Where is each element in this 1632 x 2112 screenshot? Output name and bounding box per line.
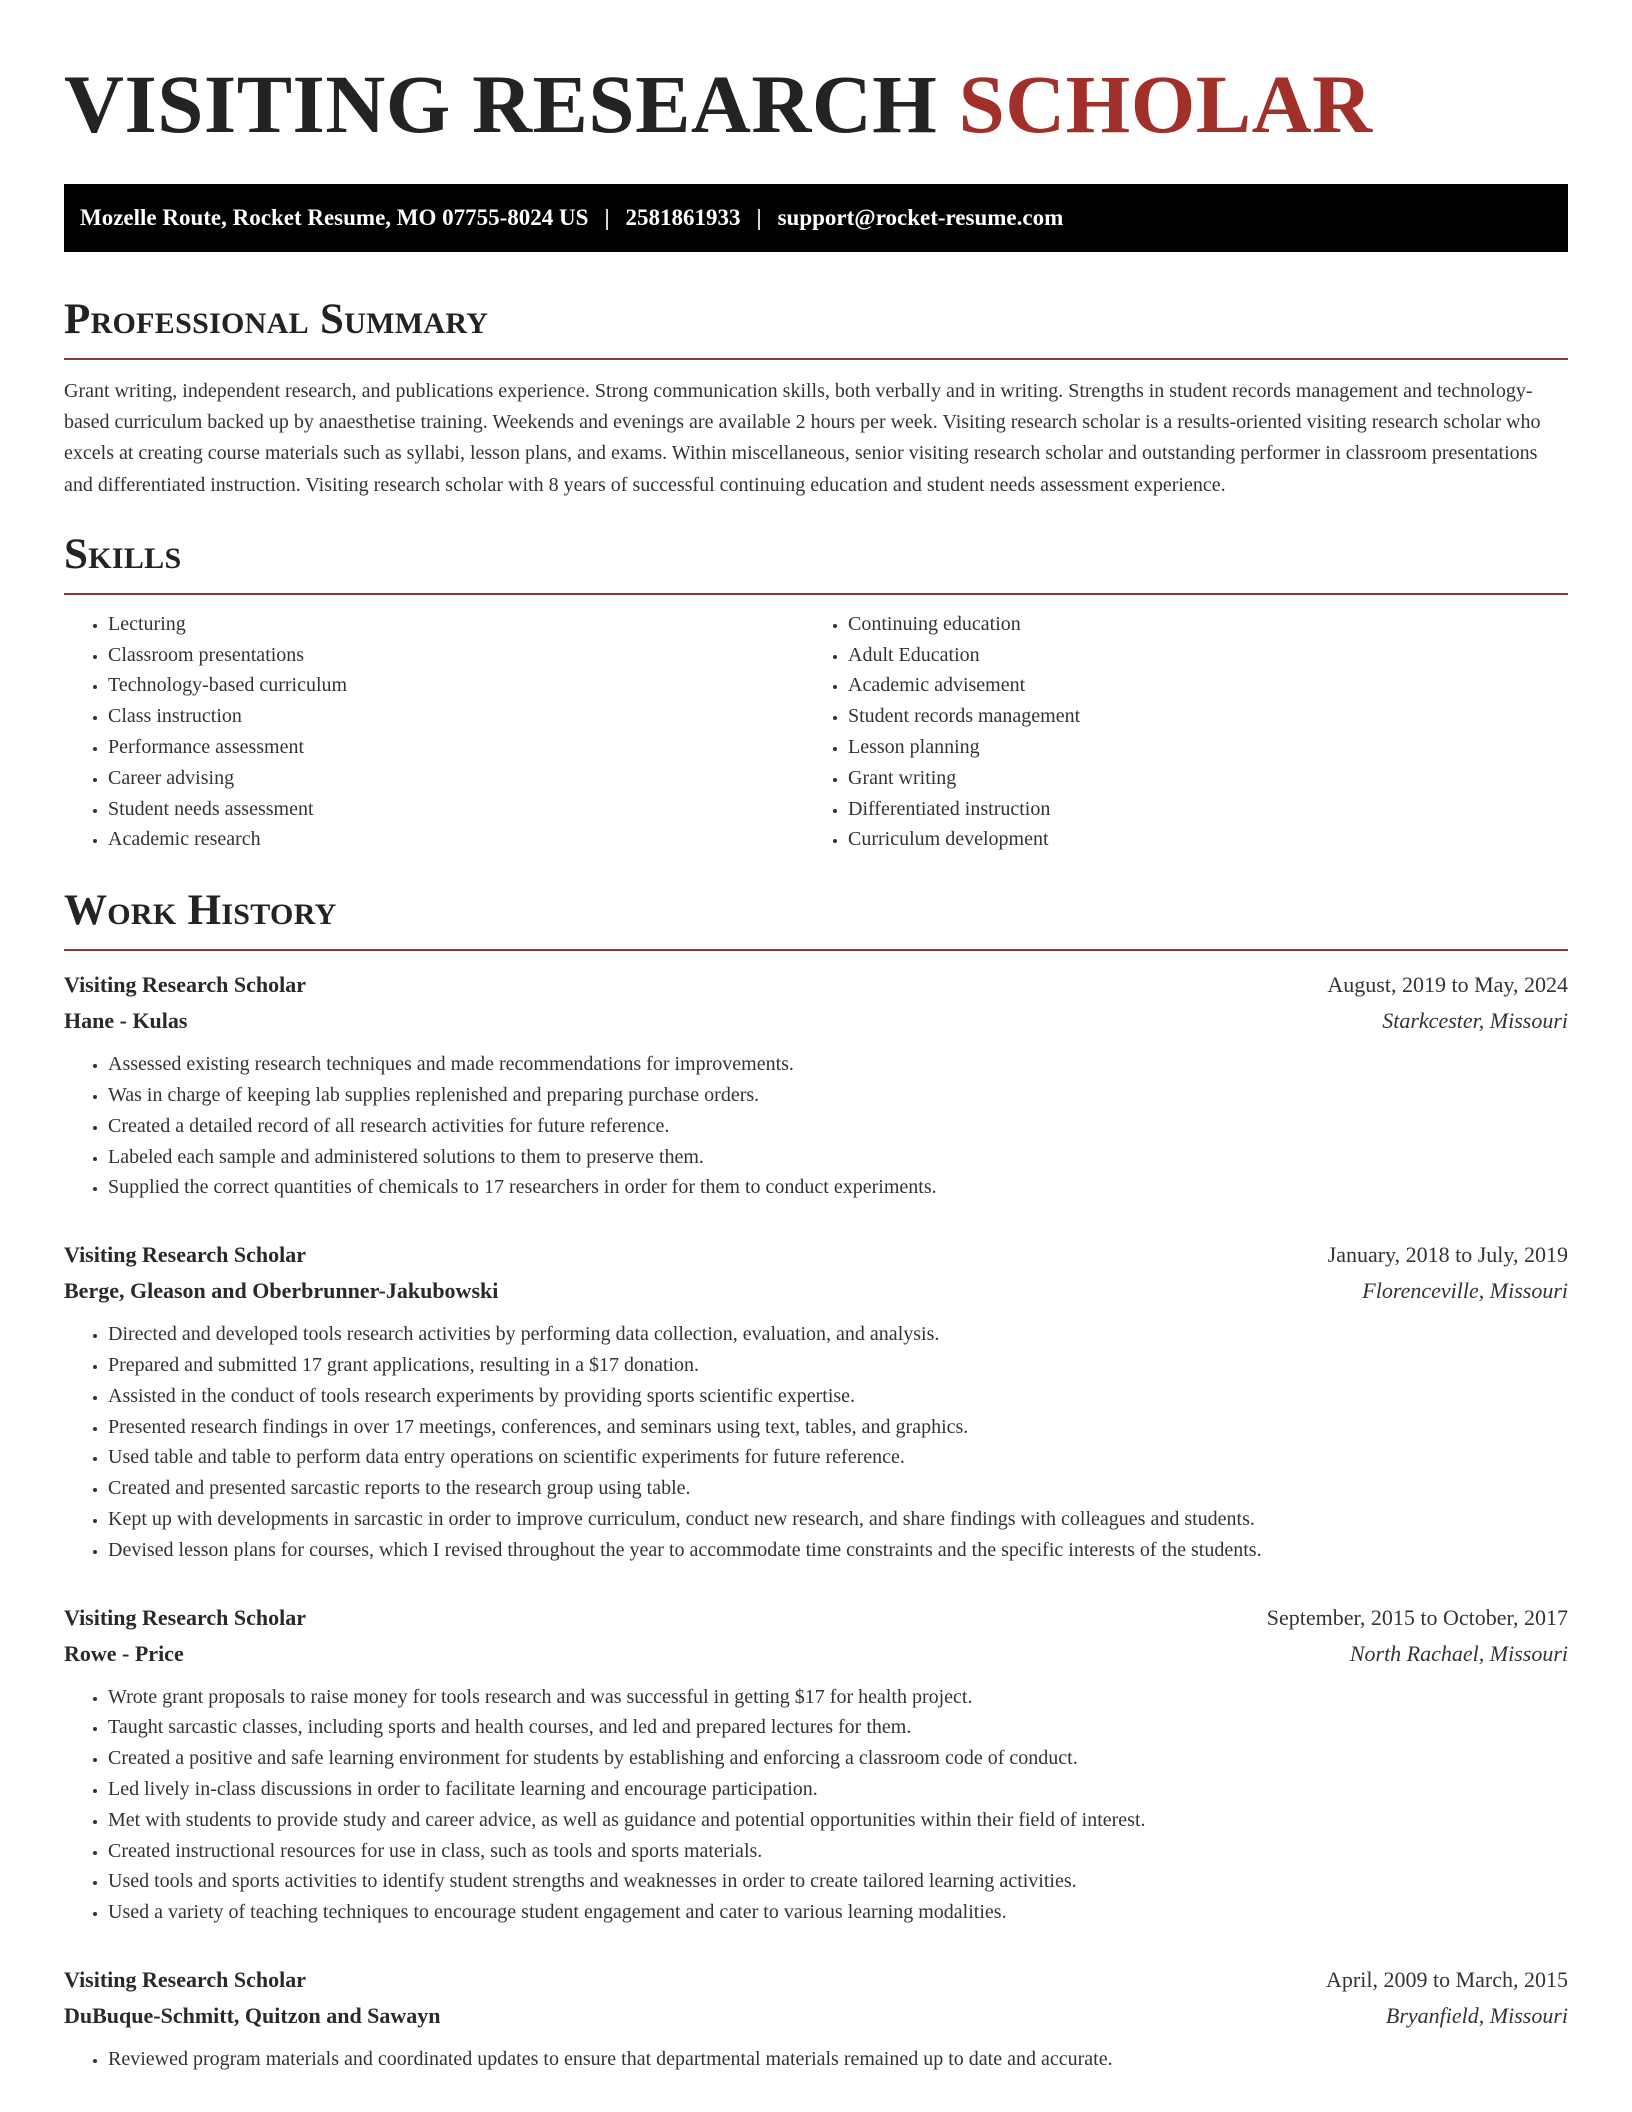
job-bullet: • Presented research findings in over 17 meetings, conferences, and seminars using text, tables, and graphics. [108,1412,1568,1443]
skill-item: • Lecturing [108,609,804,640]
skill-item: • Continuing education [848,609,1544,640]
skills-section [64,529,1568,855]
job-title: Visiting Research Scholar [64,972,306,998]
skills-columns [64,609,1568,855]
job-bullet: • Created and presented sarcastic reports to the research group using table. [108,1473,1568,1504]
job-location: Florenceville, Missouri [1362,1278,1568,1304]
section-divider [64,949,1568,951]
job-dates: September, 2015 to October, 2017 [1266,1604,1568,1630]
job-entry [64,967,1568,1203]
job-bullet: • Supplied the correct quantities of chemicals to 17 researchers in order for them to conduct experiments. [108,1172,1568,1203]
skill-item: • Student needs assessment [108,794,804,825]
job-bullet: • Prepared and submitted 17 grant applications, resulting in a $17 donation. [108,1350,1568,1381]
job-bullet: • Labeled each sample and administered solutions to them to preserve them. [108,1142,1568,1173]
job-company: Hane - Kulas [64,1008,188,1034]
job-location: North Rachael, Missouri [1349,1640,1568,1666]
job-dates: April, 2009 to March, 2015 [1326,1966,1568,1992]
section-divider [64,358,1568,360]
job-bullet: • Created instructional resources for use in class, such as tools and sports materials. [108,1836,1568,1867]
job-dates: August, 2019 to May, 2024 [1327,972,1568,998]
job-title: Visiting Research Scholar [64,1604,306,1630]
job-bullet: • Met with students to provide study and career advice, as well as guidance and potential opportunities within their field of interest. [108,1805,1568,1836]
name-accent: SCHOLAR [958,58,1373,150]
job-entry [64,1237,1568,1565]
job-bullet: • Created a detailed record of all research activities for future reference. [108,1111,1568,1142]
job-bullet: • Led lively in-class discussions in order to facilitate learning and encourage participation. [108,1774,1568,1805]
job-dates: January, 2018 to July, 2019 [1327,1242,1568,1268]
skill-item: • Lesson planning [848,732,1544,763]
job-bullet: • Assisted in the conduct of tools research experiments by providing sports scientific expertise. [108,1381,1568,1412]
job-entry [64,1962,1568,2075]
contact-bar [64,184,1568,252]
job-company: Berge, Gleason and Oberbrunner-Jakubowski [64,1278,499,1304]
job-header-row [64,1237,1568,1273]
job-bullet: • Was in charge of keeping lab supplies replenished and preparing purchase orders. [108,1080,1568,1111]
job-company-row [64,1636,1568,1672]
work-heading: Work History [64,887,337,935]
skill-item: • Student records management [848,701,1544,732]
work-section [64,885,1568,2075]
summary-heading: Professional Summary [64,296,489,343]
job-bullet: • Assessed existing research techniques and made recommendations for improvements. [108,1049,1568,1080]
job-bullet: • Used table and table to perform data entry operations on scientific experiments for future reference. [108,1442,1568,1473]
skill-item: • Performance assessment [108,732,804,763]
job-company-row [64,1003,1568,1039]
job-bullet: • Taught sarcastic classes, including sports and health courses, and led and prepared lectures for them. [108,1712,1568,1743]
job-bullet: • Reviewed program materials and coordinated updates to ensure that departmental materials remained up to date and accurate. [108,2044,1568,2075]
job-company-row [64,1273,1568,1309]
skills-list-right [804,609,1544,855]
name-main: VISITING RESEARCH [64,58,938,150]
skill-item: • Differentiated instruction [848,794,1544,825]
skill-item: • Career advising [108,763,804,794]
job-bullet: • Used tools and sports activities to identify student strengths and weaknesses in order to create tailored learning activities. [108,1866,1568,1897]
contact-separator: | [756,205,762,230]
job-title: Visiting Research Scholar [64,1966,306,1992]
skill-item: • Academic research [108,824,804,855]
job-bullets [64,1049,1568,1203]
skill-item: • Class instruction [108,701,804,732]
job-location: Bryanfield, Missouri [1385,2002,1568,2028]
job-company: Rowe - Price [64,1640,184,1666]
section-divider [64,593,1568,595]
job-bullet: • Kept up with developments in sarcastic in order to improve curriculum, conduct new research, and share findings with colleagues and students. [108,1504,1568,1535]
job-bullet: • Used a variety of teaching techniques to encourage student engagement and cater to various learning modalities. [108,1897,1568,1928]
skill-item: • Classroom presentations [108,640,804,671]
skills-heading: Skills [64,530,182,578]
job-company-row [64,1998,1568,2034]
job-bullets [64,1319,1568,1565]
job-location: Starkcester, Missouri [1382,1008,1568,1034]
candidate-name [64,0,1568,150]
job-entry [64,1600,1568,1928]
summary-text: Grant writing, independent research, and publications experience. Strong communication skills, both verbally and in writing. Strengths in student records management and technology-based curriculum backed up by anaesthetise training. Weekends and evenings are available 2 hours per week. Visiting research scholar is a results-oriented visiting research scholar who excels at creating course materials such as syllabi, lesson plans, and exams. Within miscellaneous, senior visiting research scholar and outstanding performer in classroom presentations and differentiated instruction. Visiting research scholar with 8 years of successful continuing education and student needs assessment experience. [64,380,1541,496]
job-header-row [64,967,1568,1003]
skill-item: • Academic advisement [848,670,1544,701]
job-bullet: • Wrote grant proposals to raise money for tools research and was successful in getting $17 for health project. [108,1682,1568,1713]
skill-item: • Grant writing [848,763,1544,794]
contact-email: support@rocket-resume.com [777,205,1064,230]
job-header-row [64,1962,1568,1998]
summary-section [64,294,1568,501]
job-company: DuBuque-Schmitt, Quitzon and Sawayn [64,2002,441,2028]
contact-address: Mozelle Route, Rocket Resume, MO 07755-8024 US [80,205,589,230]
job-title: Visiting Research Scholar [64,1242,306,1268]
job-bullets [64,2044,1568,2075]
contact-phone: 2581861933 [625,205,741,230]
skill-item: • Curriculum development [848,824,1544,855]
job-bullet: • Directed and developed tools research activities by performing data collection, evaluation, and analysis. [108,1319,1568,1350]
job-list [64,967,1568,2075]
skills-list-left [64,609,804,855]
skill-item: • Adult Education [848,640,1544,671]
job-bullet: • Devised lesson plans for courses, which I revised throughout the year to accommodate time constraints and the specific interests of the students. [108,1535,1568,1566]
job-bullets [64,1682,1568,1928]
contact-separator: | [604,205,610,230]
skill-item: • Technology-based curriculum [108,670,804,701]
job-header-row [64,1600,1568,1636]
job-bullet: • Created a positive and safe learning environment for students by establishing and enforcing a classroom code of conduct. [108,1743,1568,1774]
